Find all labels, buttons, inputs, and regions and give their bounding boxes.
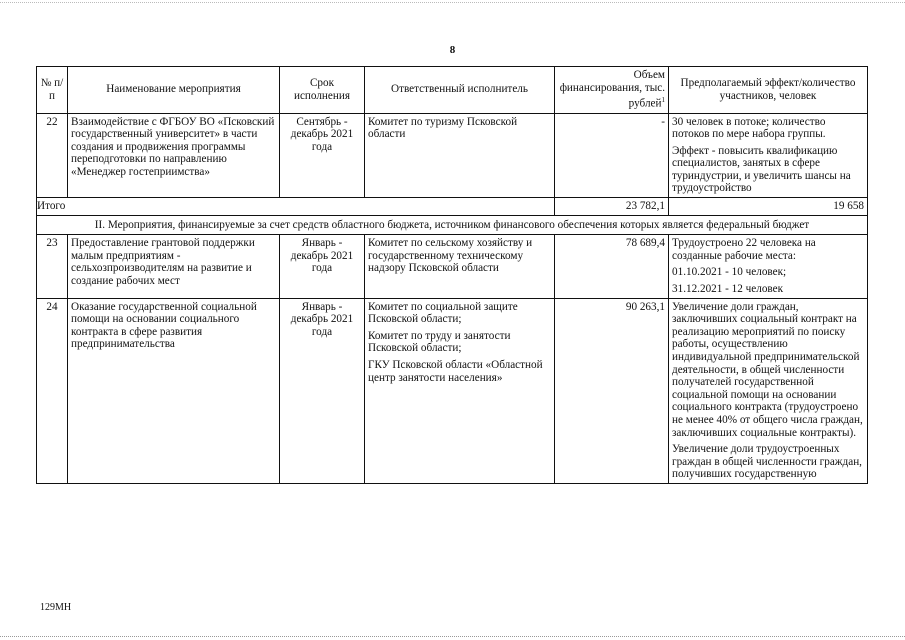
- header-effect: Предполагаемый эффект/количество участников, человек: [669, 67, 868, 114]
- row-effect: [669, 298, 868, 483]
- scan-artifact-top: [0, 2, 905, 4]
- executor-paragraph: ГКУ Псковской области «Областной центр занятости населения»: [368, 359, 543, 384]
- effect-paragraph: Трудоустроено 22 человека на созданные рабочие места:: [672, 237, 816, 262]
- effect-paragraph: Эффект - повысить квалификацию специалистов, занятых в сфере туриндустрии, и увеличить шансы на трудоустройство: [672, 144, 851, 195]
- table-row: [37, 298, 868, 483]
- footer-code: 129МН: [40, 602, 72, 613]
- total-funding: 23 782,1: [555, 198, 669, 216]
- executor-paragraph: Комитет по социальной защите Псковской области;: [368, 300, 518, 326]
- row-name: Взаимодействие с ФГБОУ ВО «Псковский государственный университет» в части создания и продвижения программы переподготовки по направлению «Менеджер гостеприимства»: [68, 113, 280, 198]
- header-term: Срок исполнения: [280, 67, 365, 114]
- row-funding: 78 689,4: [555, 235, 669, 298]
- row-funding: 90 263,1: [555, 298, 669, 483]
- page-number: 8: [449, 44, 456, 56]
- section-heading: II. Мероприятия, финансируемые за счет средств областного бюджета, источником финансового обеспечения которых является федеральный бюджет: [37, 215, 868, 235]
- row-executor: Комитет по сельскому хозяйству и государственному техническому надзору Псковской области: [365, 235, 555, 298]
- section-row: [37, 215, 868, 235]
- row-num: 22: [37, 113, 68, 198]
- total-label: Итого: [37, 198, 555, 216]
- row-funding: -: [555, 113, 669, 198]
- row-term: Январь - декабрь 2021 года: [280, 298, 365, 483]
- executor-paragraph: Комитет по труду и занятости Псковской области;: [368, 329, 511, 355]
- row-executor: [365, 298, 555, 483]
- effect-paragraph: 30 человек в потоке; количество потоков по мере набора группы.: [672, 115, 826, 141]
- header-funding: Объем финансирования, тыс. рублей$^1$: [555, 67, 669, 114]
- total-row: [37, 198, 868, 216]
- row-term: Сентябрь - декабрь 2021 года: [280, 113, 365, 198]
- row-num: 24: [37, 298, 68, 483]
- effect-paragraph: 31.12.2021 - 12 человек: [672, 283, 784, 296]
- table-row: [37, 235, 868, 298]
- row-name: Предоставление грантовой поддержки малым предприятиям - сельхозпроизводителям на развитие и создание рабочих мест: [68, 235, 280, 298]
- table-row: [37, 113, 868, 198]
- effect-paragraph: 01.10.2021 - 10 человек;: [672, 266, 787, 279]
- row-num: 23: [37, 235, 68, 298]
- header-executor: Ответственный исполнитель: [365, 67, 555, 114]
- measures-table: [36, 66, 868, 484]
- row-effect: [669, 113, 868, 198]
- header-num: № п/п: [37, 67, 68, 114]
- effect-paragraph: Увеличение доли граждан, заключивших социальный контракт на реализацию мероприятий по поиску работы, осуществлению индивидуальной предпринимательской деятельности, в общей численности получателей государственной социальной помощи на основании социального контракта (трудоустроено не менее 40% от общего числа граждан, заключивших социальные контракты).: [672, 300, 863, 439]
- row-name: Оказание государственной социальной помощи на основании социального контракта в сфере развития предпринимательства: [68, 298, 280, 483]
- row-effect: [669, 235, 868, 298]
- footnote-mark: 1: [661, 96, 665, 105]
- scan-artifact-bottom: [0, 636, 905, 638]
- row-term: Январь - декабрь 2021 года: [280, 235, 365, 298]
- header-name: Наименование мероприятия: [68, 67, 280, 114]
- row-executor: Комитет по туризму Псковской области: [365, 113, 555, 198]
- effect-paragraph: Увеличение доли трудоустроенных граждан в общей численности граждан, получивших государственную: [672, 443, 862, 481]
- table-header-row: [37, 67, 868, 114]
- total-effect: 19 658: [669, 198, 868, 216]
